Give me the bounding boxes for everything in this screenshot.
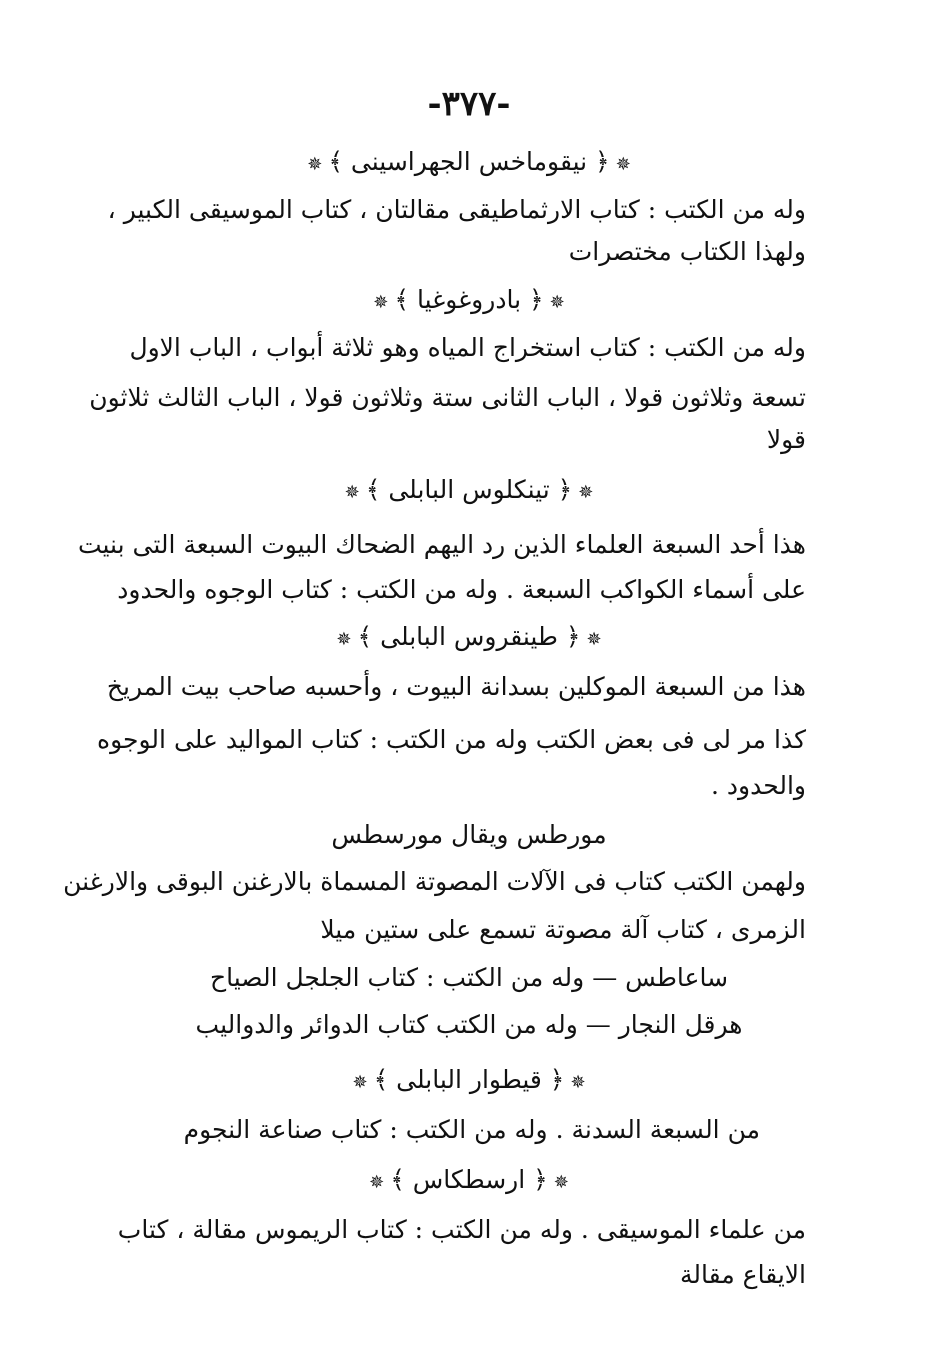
text-line: ولهذا الكتاب مختصرات — [568, 237, 806, 266]
ornament-icon: ✵ — [369, 1172, 385, 1193]
ornament-icon: ✵ — [578, 482, 594, 503]
text-line: كذا مر لى فى بعض الكتب وله من الكتب : كتاب المواليد على الوجوه — [97, 725, 806, 754]
text-line: قولا — [766, 425, 806, 454]
text-line: تسعة وثلاثون قولا ، الباب الثانى ستة وثلاثون قولا ، الباب الثالث ثلاثون — [89, 383, 806, 412]
ornament-icon: ✵ — [352, 1072, 368, 1093]
entry-heading — [100, 280, 838, 323]
entry-heading-text: ﴿ نيقوماخس الجهراسينى ﴾ — [328, 147, 610, 176]
text-line: على أسماء الكواكب السبعة . وله من الكتب : كتاب الوجوه والحدود — [117, 575, 806, 604]
ornament-icon: ✵ — [553, 1172, 569, 1193]
entry-heading — [100, 470, 838, 513]
text-line: والحدود . — [711, 771, 806, 800]
ornament-icon: ✵ — [586, 629, 602, 650]
ornament-icon: ✵ — [549, 292, 565, 313]
entry-heading-text: ﴿ بادروغوغيا ﴾ — [394, 285, 544, 314]
text-line: من السبعة السدنة . وله من الكتب : كتاب صناعة النجوم — [183, 1115, 760, 1144]
entry-heading-text: ﴿ طينقروس البابلى ﴾ — [357, 622, 581, 651]
text-line: ولهمن الكتب كتاب فى الآلات المصوتة المسماة بالارغنن البوقى والارغنن — [63, 867, 806, 896]
text-line: ساعاطس — وله من الكتب : كتاب الجلجل الصياح — [209, 963, 729, 992]
text-line: هرقل النجار — وله من الكتب كتاب الدوائر والدواليب — [195, 1010, 743, 1039]
text-line: هذا أحد السبعة العلماء الذين رد اليهم الضحاك البيوت السبعة التى بنيت — [77, 530, 806, 559]
text-line: وله من الكتب : كتاب استخراج المياه وهو ثلاثة أبواب ، الباب الاول — [129, 333, 806, 362]
entry-heading-text: ﴿ ارسطكاس ﴾ — [390, 1165, 548, 1194]
entry-heading-text: ﴿ قيطوار البابلى ﴾ — [373, 1065, 565, 1094]
text-line: من علماء الموسيقى . وله من الكتب : كتاب الريموس مقالة ، كتاب — [117, 1215, 806, 1244]
ornament-icon: ✵ — [344, 482, 360, 503]
text-line: الايقاع مقالة — [680, 1260, 806, 1289]
text-line: وله من الكتب : كتاب الارثماطيقى مقالتان ، كتاب الموسيقى الكبير ، — [107, 195, 806, 224]
text-line: هذا من السبعة الموكلين بسدانة البيوت ، وأحسبه صاحب بيت المريخ — [106, 672, 806, 701]
ornament-icon: ✵ — [570, 1072, 586, 1093]
ornament-icon: ✵ — [307, 154, 323, 175]
ornament-icon: ✵ — [336, 629, 352, 650]
entry-heading-text: ﴿ تينكلوس البابلى ﴾ — [365, 475, 573, 504]
ornament-icon: ✵ — [373, 292, 389, 313]
entry-heading — [100, 142, 838, 185]
ornament-icon: ✵ — [615, 154, 631, 175]
entry-heading: مورطس ويقال مورسطس — [331, 820, 607, 849]
entry-heading — [100, 1060, 838, 1103]
page-number: -٣٧٧- — [427, 84, 511, 124]
entry-heading — [100, 617, 838, 660]
text-line: الزمرى ، كتاب آلة مصوتة تسمع على ستين ميلا — [320, 915, 806, 944]
entry-heading — [100, 1160, 838, 1203]
